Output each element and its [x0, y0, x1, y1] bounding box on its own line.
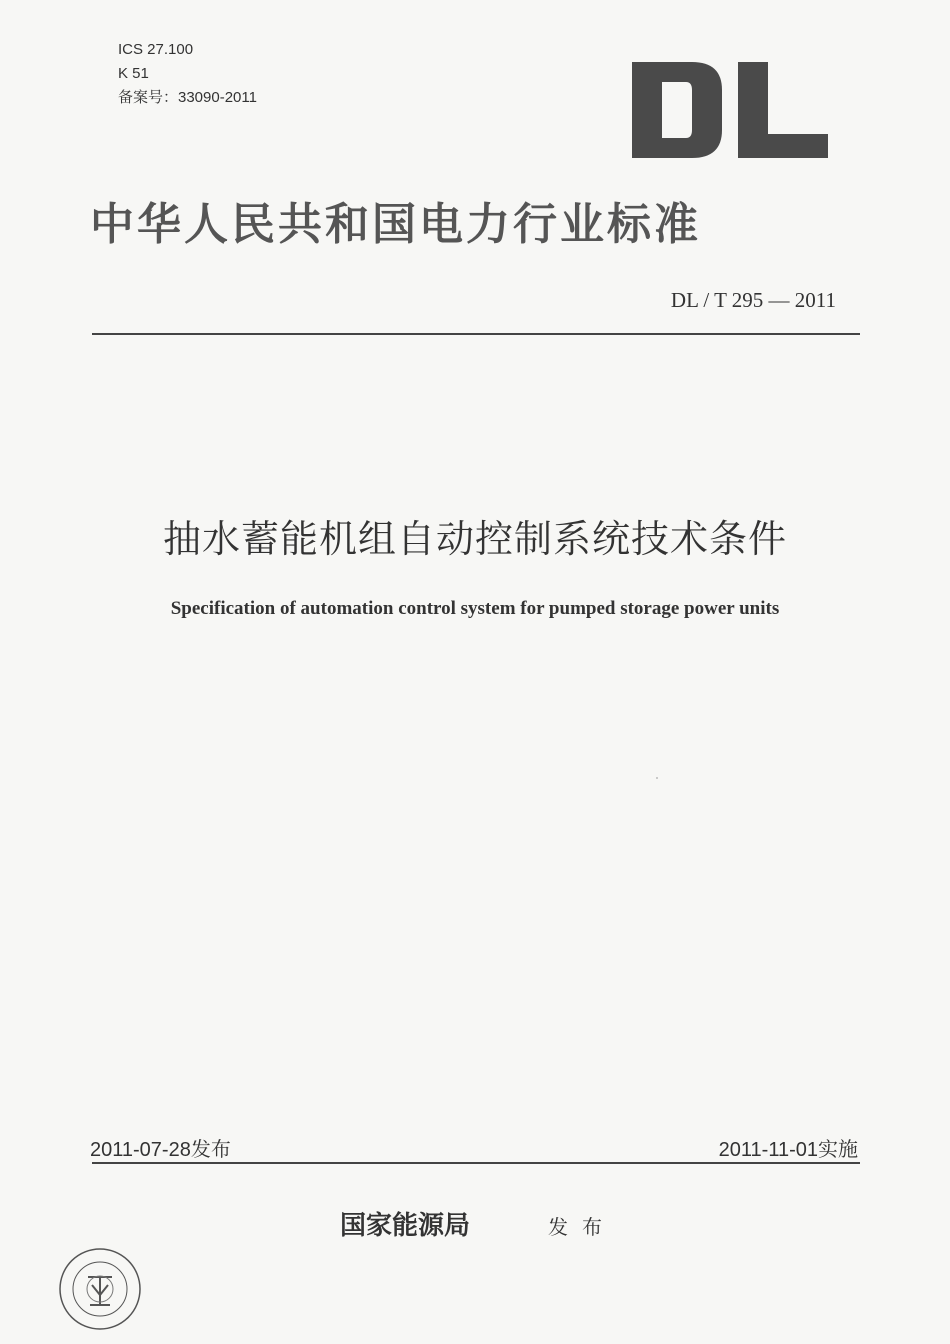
metadata-block	[118, 38, 257, 110]
dl-logo-letter-d	[632, 62, 722, 158]
publisher-seal	[58, 1247, 142, 1331]
record-number: 备案号：33090-2011	[118, 89, 257, 106]
issuer-name: 国家能源局	[340, 1211, 471, 1241]
dl-logo	[630, 60, 830, 160]
issue-date: 2011-07-28发布	[90, 1139, 231, 1161]
document-title-cn: 抽水蓄能机组自动控制系统技术条件	[162, 517, 787, 561]
bottom-divider	[92, 1162, 860, 1164]
implementation-date: 2011-11-01实施	[718, 1139, 858, 1161]
standard-code: DL / T 295 — 2011	[670, 288, 836, 312]
document-title-en: Specification of automation control system for pumped storage power units	[170, 598, 780, 619]
paper-speck	[656, 777, 658, 779]
top-divider	[92, 333, 860, 335]
issuer-action: 发布	[548, 1215, 616, 1239]
ccs-code: K 51	[118, 65, 149, 82]
standard-category-title: 中华人民共和国电力行业标准	[90, 199, 701, 250]
dl-logo-letter-l	[738, 62, 828, 158]
ics-code: ICS 27.100	[118, 41, 194, 58]
